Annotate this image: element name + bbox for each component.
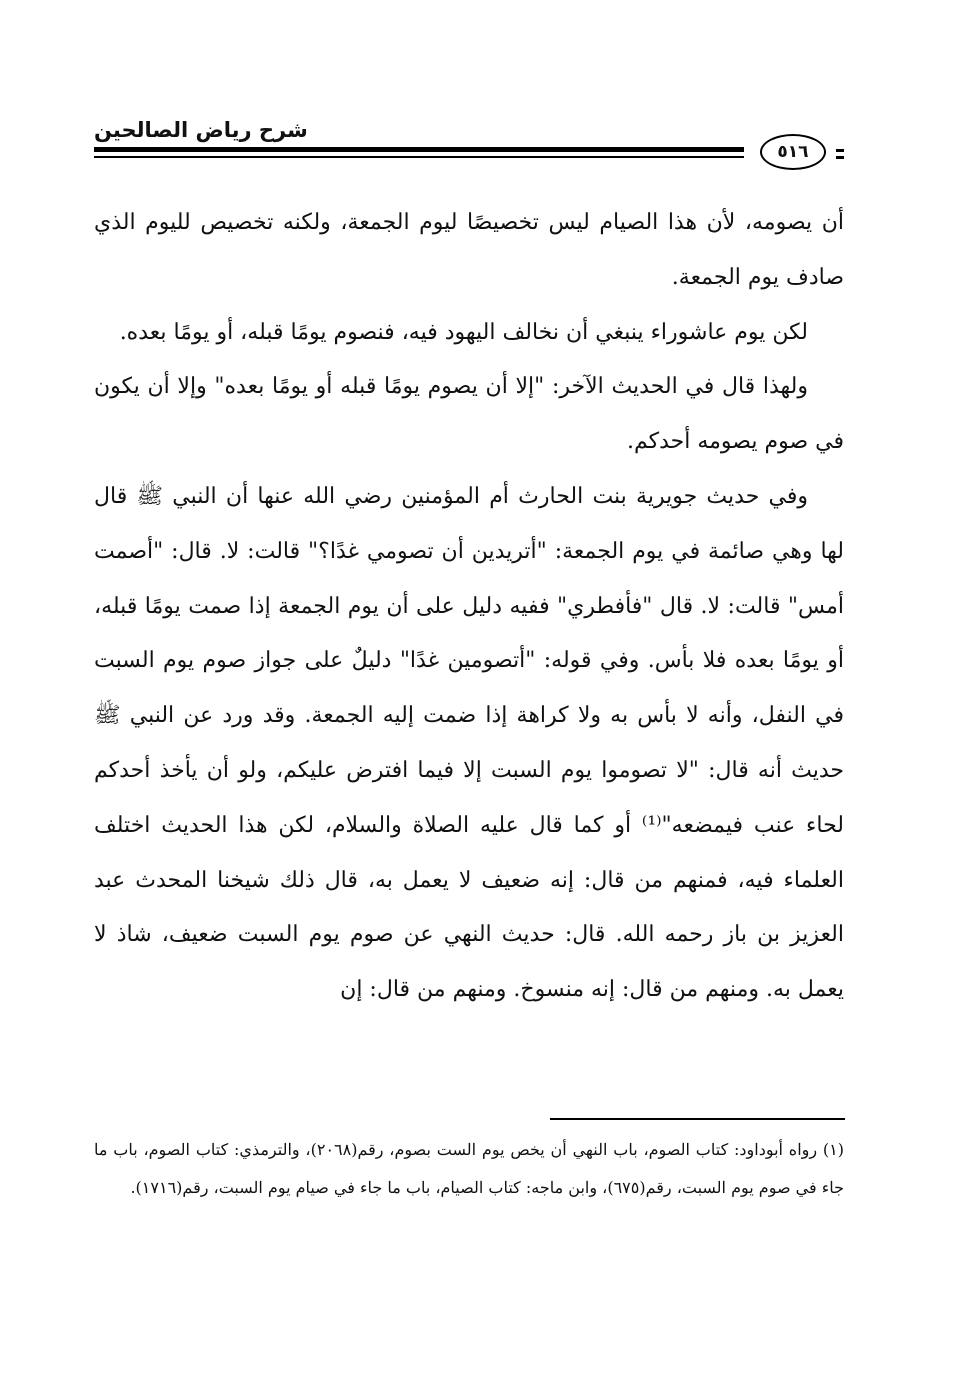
footnote-text: (١) رواه أبوداود: كتاب الصوم، باب النهي أن يخص يوم الست بصوم، رقم(٢٠٦٨)، والترمذي: كتاب الصوم، باب ما جاء في صوم يوم السبت، رقم(٦٧٥)، وابن ماجه: كتاب الصيام، باب ما جاء في صيام يوم السبت، رقم(١٧١٦).: [94, 1140, 844, 1197]
paragraph: أن يصومه، لأن هذا الصيام ليس تخصيصًا ليوم الجمعة، ولكنه تخصيص لليوم الذي صادف يوم الجمعة.: [94, 210, 844, 290]
main-text: [94, 196, 844, 1018]
page-number: ٥١٦: [760, 134, 826, 170]
paragraph: لكن يوم عاشوراء ينبغي أن نخالف اليهود فيه، فنصوم يومًا قبله، أو يومًا بعده.: [119, 319, 808, 345]
page-header: [94, 118, 844, 180]
header-rule-tail: [836, 156, 844, 159]
header-rule-thin: [94, 156, 744, 158]
header-rule-thick: [94, 147, 744, 152]
paragraph: وفي حديث جويرية بنت الحارث أم المؤمنين رضي الله عنها أن النبي ﷺ قال لها وهي صائمة في يوم الجمعة: "أتريدين أن تصومي غدًا؟" قالت: لا. قال: "أصمت أمس" قالت: لا. قال "فأفطري" ففيه دليل على أن يوم الجمعة إذا صمت يومًا قبله، أو يومًا بعده فلا بأس. وفي قوله: "أتصومين غدًا" دليلٌ على جواز صوم يوم السبت في النفل، وأنه لا بأس به ولا كراهة إذا ضمت إليه الجمعة. وقد ورد عن النبي ﷺ حديث أنه قال: "لا تصوموا يوم السبت إلا فيما افترض عليكم، ولو أن يأخذ أحدكم لحاء عنب فيمضعه"⁽¹⁾ أو كما قال عليه الصلاة والسلام، لكن هذا الحديث اختلف العلماء فيه، فمنهم من قال: إنه ضعيف لا يعمل به، قال ذلك شيخنا المحدث عبد العزيز بن باز رحمه الله. قال: حديث النهي عن صوم يوم السبت ضعيف، شاذ لا يعمل به. ومنهم من قال: إنه منسوخ. ومنهم من قال: إن: [94, 483, 844, 1003]
header-rule-tail: [836, 149, 844, 152]
footnote: [94, 1131, 844, 1207]
paragraph: ولهذا قال في الحديث الآخر: "إلا أن يصوم يومًا قبله أو يومًا بعده" وإلا أن يكون في صوم يصومه أحدكم.: [94, 374, 844, 455]
footnote-separator: [550, 1118, 845, 1120]
book-title: شرح رياض الصالحين: [94, 118, 308, 142]
